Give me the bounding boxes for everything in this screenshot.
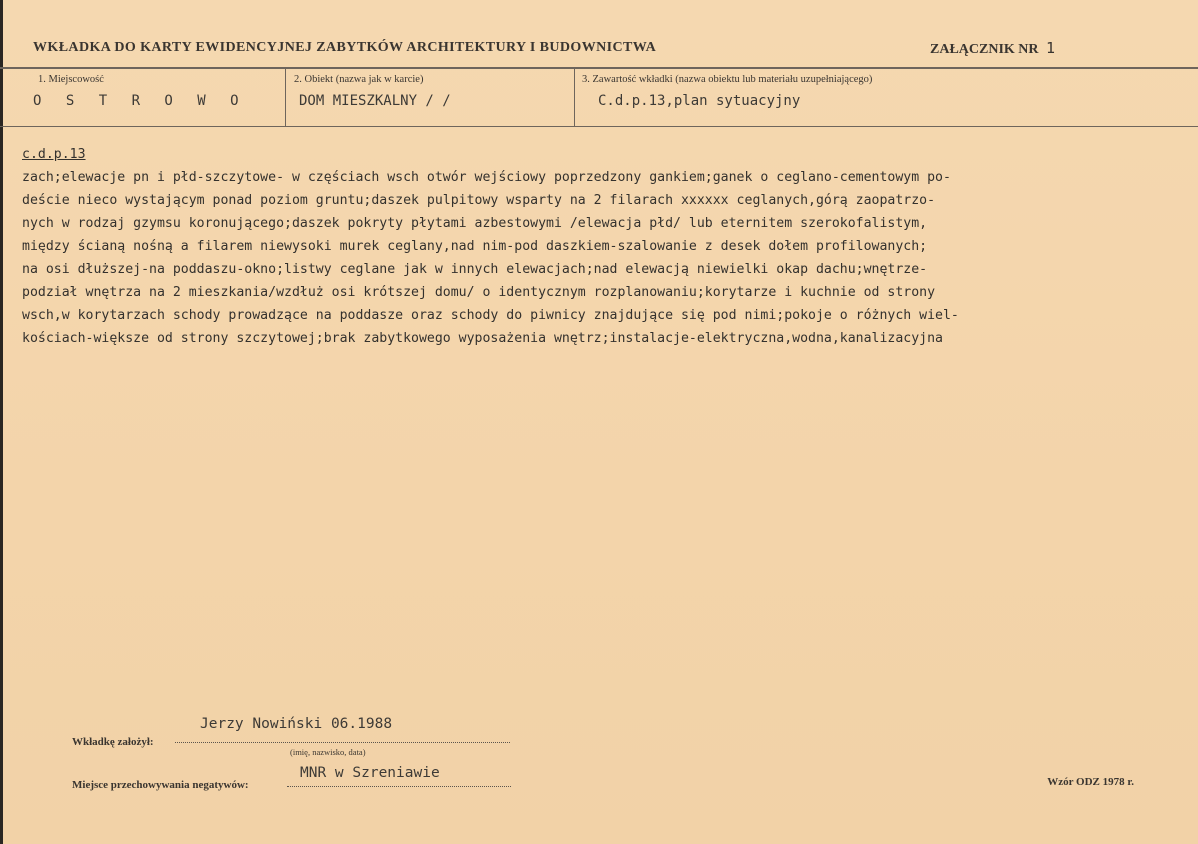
description-text xyxy=(22,143,1192,350)
annex-heading xyxy=(930,39,1055,58)
place-value: O S T R O W O xyxy=(33,93,247,109)
founder-caption: (imię, nazwisko, data) xyxy=(290,747,366,757)
description-line: podział wnętrza na 2 mieszkania/wzdłuż osi krótszej domu/ o identycznym rozplanowaniu;korytarze i kuchnie od strony xyxy=(22,285,936,300)
storage-label: Miejsce przechowywania negatywów: xyxy=(72,779,249,791)
field-separator-2 xyxy=(574,68,575,126)
header-rule-bottom xyxy=(0,126,1198,127)
description-line: nych w rodzaj gzymsu koronującego;daszek pokryty płytami azbestowymi /elewacja płd/ lub eternitem szerokofalistym, xyxy=(22,216,928,231)
contents-label: 3. Zawartość wkładki (nazwa obiektu lub materiału uzupełniającego) xyxy=(582,74,873,85)
founder-label: Wkładkę założył: xyxy=(72,736,154,748)
annex-label: ZAŁĄCZNIK NR xyxy=(930,42,1039,57)
founder-dotted-line xyxy=(175,742,510,743)
form-title: WKŁADKA DO KARTY EWIDENCYJNEJ ZABYTKÓW ARCHITEKTURY I BUDOWNICTWA xyxy=(33,40,657,55)
field-separator-1 xyxy=(285,68,286,126)
description-line: na osi dłuższej-na poddaszu-okno;listwy ceglane jak w innych elewacjach;nad elewacją niewielki okap dachu;wnętrze- xyxy=(22,262,928,277)
form-template-note: Wzór ODZ 1978 r. xyxy=(1047,776,1134,788)
storage-value: MNR w Szreniawie xyxy=(300,765,440,781)
description-line: deście nieco wystającym ponad poziom gruntu;daszek pulpitowy wsparty na 2 filarach xxxxxx ceglanych,górą zaopatrzo- xyxy=(22,193,936,208)
storage-dotted-line xyxy=(287,786,511,787)
founder-value: Jerzy Nowiński 06.1988 xyxy=(200,716,393,732)
annex-number: 1 xyxy=(1046,39,1056,57)
object-label: 2. Obiekt (nazwa jak w karcie) xyxy=(294,74,424,85)
description-line: wsch,w korytarzach schody prowadzące na poddasze oraz schody do piwnicy znajdujące się pod nimi;pokoje o różnych wiel- xyxy=(22,308,959,323)
description-line: między ścianą nośną a filarem niewysoki murek ceglany,nad nim-pod daszkiem-szalowanie z desek dołem profilowanych; xyxy=(22,239,928,254)
contents-value: C.d.p.13,plan sytuacyjny xyxy=(598,93,801,109)
object-value: DOM MIESZKALNY / / xyxy=(299,93,451,109)
description-line: kościach-większe od strony szczytowej;brak zabytkowego wyposażenia wnętrz;instalacje-elektryczna,wodna,kanalizacyjna xyxy=(22,331,943,346)
place-label: 1. Miejscowość xyxy=(38,74,104,85)
continuation-heading: c.d.p.13 xyxy=(22,147,86,162)
header-rule-top xyxy=(0,67,1198,69)
description-line: zach;elewacje pn i płd-szczytowe- w częściach wsch otwór wejściowy poprzedzony gankiem;ganek o ceglano-cementowym po- xyxy=(22,170,951,185)
